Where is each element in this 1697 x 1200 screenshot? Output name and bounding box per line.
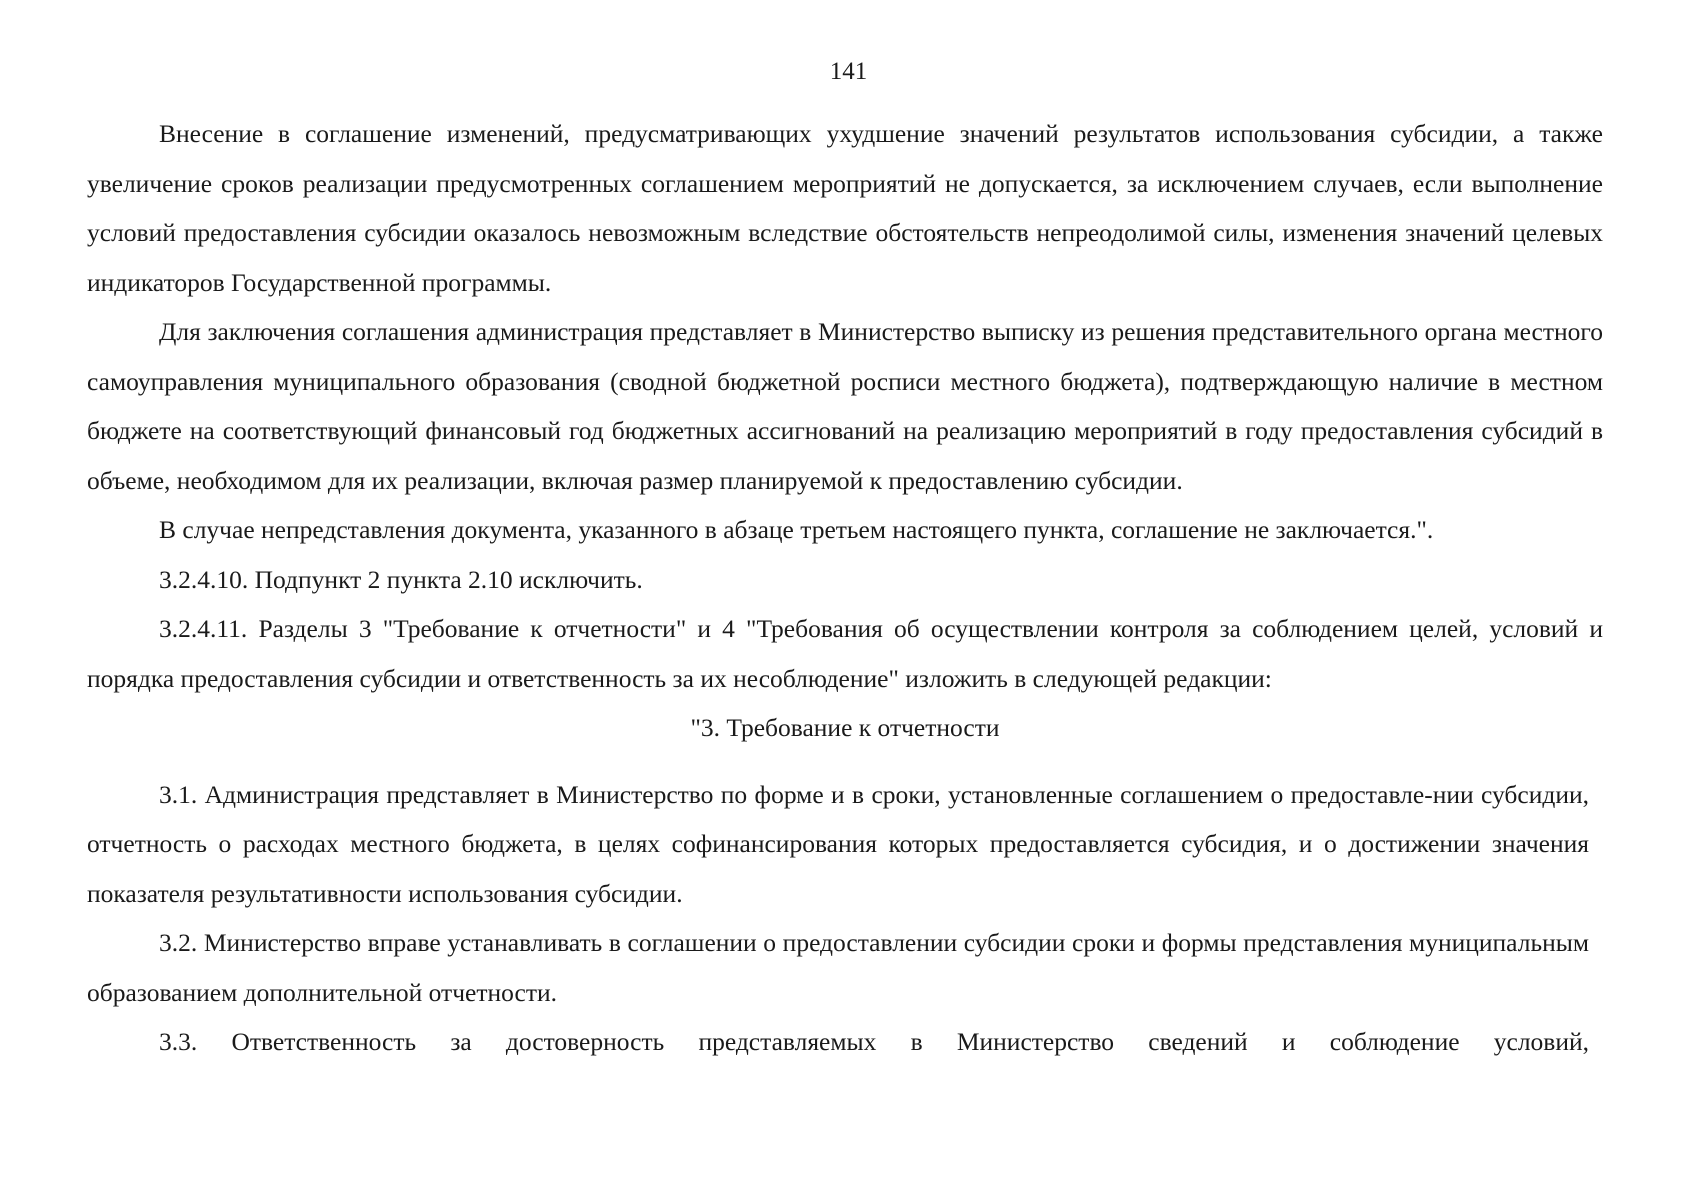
- paragraph-3-3: 3.3. Ответственность за достоверность представляемых в Министерство сведений и соблюдение условий,: [159, 1027, 1589, 1056]
- paragraph-agreement-conclusion: Для заключения соглашения администрация представляет в Министерство выписку из решения представительного органа местного самоуправления муниципального образования (сводной бюджетной росписи местного бюджета), подтверждающую наличие в местном бюджете на соответствующий финансовый год бюджетных ассигнований на реализацию мероприятий в году предоставления субсидий в объеме, необходимом для их реализации, включая размер планируемой к предоставлению субсидии.: [87, 317, 1603, 495]
- section-heading: "3. Требование к отчетности: [690, 713, 1000, 742]
- paragraph-3-2-4-11: 3.2.4.11. Разделы 3 "Требование к отчетности" и 4 "Требования об осуществлении контроля за соблюдением целей, условий и порядка предоставления субсидии и ответственность за их несоблюдение" изложить в следующей редакции:: [87, 614, 1603, 693]
- paragraph-non-submission: В случае непредставления документа, указанного в абзаце третьем настоящего пункта, соглашение не заключается.".: [159, 515, 1434, 544]
- paragraph-amendments: Внесение в соглашение изменений, предусматривающих ухудшение значений результатов использования субсидии, а также увеличение сроков реализации предусмотренных соглашением мероприятий не допускается, за исключением случаев, если выполнение условий предоставления субсидии оказалось невозможным вследствие обстоятельств непреодолимой силы, изменения значений целевых индикаторов Государственной программы.: [87, 119, 1603, 297]
- document-body: [87, 109, 1603, 1067]
- paragraph-3-2: 3.2. Министерство вправе устанавливать в соглашении о предоставлении субсидии сроки и формы представления муниципальным образованием дополнительной отчетности.: [87, 928, 1589, 1007]
- paragraph-3-1: 3.1. Администрация представляет в Министерство по форме и в сроки, установленные соглашением о предоставле-нии субсидии, отчетность о расходах местного бюджета, в целях софинансирования которых предоставляется субсидия, и о достижении значения показателя результативности использования субсидии.: [87, 779, 1589, 908]
- paragraph-3-2-4-10: 3.2.4.10. Подпункт 2 пункта 2.10 исключить.: [159, 564, 643, 594]
- page-number: 141: [829, 58, 868, 85]
